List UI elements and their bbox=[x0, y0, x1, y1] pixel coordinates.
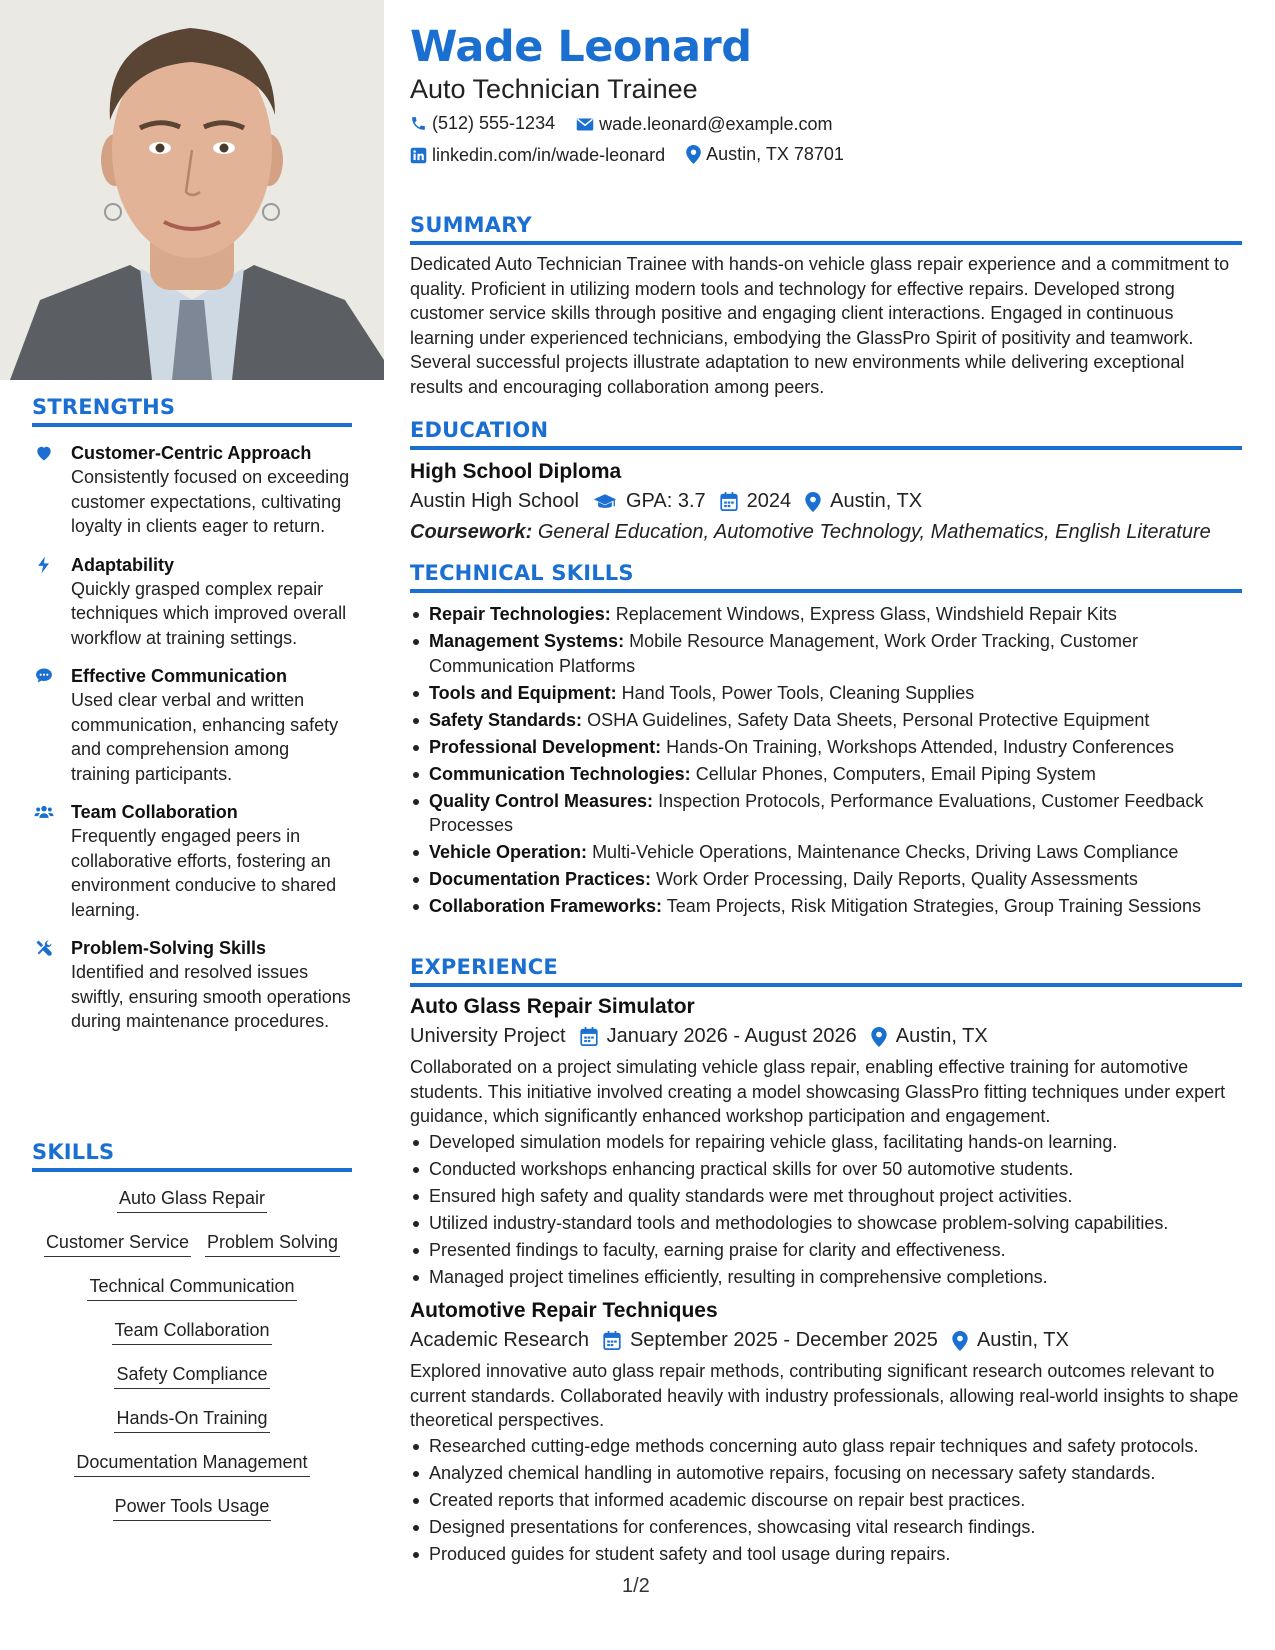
map-pin-icon bbox=[805, 492, 821, 512]
entry-meta bbox=[410, 1025, 1242, 1048]
experience-heading: EXPERIENCE bbox=[410, 955, 1242, 987]
entry-location: Austin, TX bbox=[976, 1329, 1069, 1351]
skill-tag: Customer Service bbox=[44, 1232, 191, 1257]
graduation-year: 2024 bbox=[746, 490, 792, 512]
summary-section bbox=[410, 213, 1242, 399]
skills-list bbox=[32, 1188, 352, 1540]
entry-meta bbox=[410, 1329, 1242, 1352]
list-item: Researched cutting-edge methods concerning auto glass repair techniques and safety protocols. bbox=[410, 1434, 1242, 1459]
strength-item bbox=[32, 936, 352, 1034]
strength-item bbox=[32, 800, 352, 922]
entry-description: Collaborated on a project simulating vehicle glass repair, enabling effective training for automotive students. This initiative involved creating a model showcasing GlassPro fitting techniques under expert guidance, which significantly enhanced workshop participation and engagement. bbox=[410, 1057, 1226, 1126]
list-item: Managed project timelines efficiently, resulting in comprehensive completions. bbox=[410, 1265, 1242, 1290]
strength-text: Consistently focused on exceeding customer expectations, cultivating loyalty in clients eager to return. bbox=[71, 467, 350, 536]
entry-title: Automotive Repair Techniques bbox=[410, 1299, 718, 1322]
education-meta bbox=[410, 490, 1242, 513]
calendar-icon bbox=[580, 1027, 598, 1046]
degree-title: High School Diploma bbox=[410, 460, 622, 483]
skills-heading: SKILLS bbox=[32, 1140, 352, 1172]
strength-title: Customer-Centric Approach bbox=[71, 443, 312, 463]
email-contact[interactable] bbox=[576, 114, 832, 135]
entry-dates: January 2026 - August 2026 bbox=[606, 1025, 857, 1047]
list-item: Conducted workshops enhancing practical skills for over 50 automotive students. bbox=[410, 1157, 1242, 1182]
coursework bbox=[410, 521, 1242, 544]
map-pin-icon bbox=[871, 1027, 887, 1047]
email-text[interactable]: wade.leonard@example.com bbox=[599, 114, 833, 134]
list-item: Collaboration Frameworks: Team Projects, Risk Mitigation Strategies, Group Training Sessions bbox=[410, 894, 1242, 919]
tools-icon bbox=[34, 938, 54, 958]
users-icon bbox=[34, 802, 54, 822]
list-item: Produced guides for student safety and tool usage during repairs. bbox=[410, 1542, 1242, 1567]
list-item: Safety Standards: OSHA Guidelines, Safety Data Sheets, Personal Protective Equipment bbox=[410, 708, 1242, 733]
entry-location: Austin, TX bbox=[895, 1025, 988, 1047]
entry-org: Academic Research bbox=[410, 1329, 589, 1351]
skill-tag: Auto Glass Repair bbox=[117, 1188, 267, 1213]
profile-photo bbox=[0, 0, 384, 380]
map-pin-icon bbox=[952, 1331, 968, 1351]
experience-entry bbox=[410, 995, 1242, 1289]
page-number: 1/2 bbox=[622, 1575, 650, 1597]
skill-tag: Power Tools Usage bbox=[113, 1496, 272, 1521]
strength-title: Problem-Solving Skills bbox=[71, 938, 267, 958]
linkedin-text[interactable]: linkedin.com/in/wade-leonard bbox=[432, 145, 666, 165]
list-item: Quality Control Measures: Inspection Protocols, Performance Evaluations, Customer Feedback Processes bbox=[410, 789, 1242, 838]
technical-skills-section bbox=[410, 561, 1242, 921]
skill-tag: Team Collaboration bbox=[112, 1320, 271, 1345]
coursework-list: General Education, Automotive Technology, Mathematics, English Literature bbox=[537, 521, 1211, 543]
candidate-name: Wade Leonard bbox=[410, 22, 752, 72]
list-item: Vehicle Operation: Multi-Vehicle Operations, Maintenance Checks, Driving Laws Compliance bbox=[410, 840, 1242, 865]
list-item: Management Systems: Mobile Resource Management, Work Order Tracking, Customer Communication Platforms bbox=[410, 629, 1242, 678]
list-item: Developed simulation models for repairing vehicle glass, facilitating hands-on learning. bbox=[410, 1130, 1242, 1155]
skill-tag: Technical Communication bbox=[87, 1276, 296, 1301]
location-text: Austin, TX 78701 bbox=[706, 144, 844, 164]
summary-heading: SUMMARY bbox=[410, 213, 1242, 245]
strengths-heading: STRENGTHS bbox=[32, 395, 352, 427]
strength-item bbox=[32, 664, 352, 786]
lightning-icon bbox=[34, 555, 54, 575]
candidate-role: Auto Technician Trainee bbox=[410, 74, 698, 104]
strength-text: Frequently engaged peers in collaborative efforts, fostering an environment conducive to shared learning. bbox=[71, 826, 337, 920]
list-item: Repair Technologies: Replacement Windows, Express Glass, Windshield Repair Kits bbox=[410, 602, 1242, 627]
skill-tag: Problem Solving bbox=[205, 1232, 340, 1257]
skill-tag: Hands-On Training bbox=[114, 1408, 269, 1433]
strength-text: Quickly grasped complex repair techniques which improved overall workflow at training settings. bbox=[71, 578, 347, 648]
strength-title: Effective Communication bbox=[71, 666, 288, 686]
entry-dates: September 2025 - December 2025 bbox=[629, 1329, 938, 1351]
list-item: Tools and Equipment: Hand Tools, Power Tools, Cleaning Supplies bbox=[410, 681, 1242, 706]
education-section bbox=[410, 418, 1242, 544]
strength-title: Adaptability bbox=[71, 554, 175, 575]
envelope-icon bbox=[576, 117, 594, 132]
coursework-label: Coursework: bbox=[410, 521, 533, 543]
experience-entry bbox=[410, 1299, 1242, 1566]
calendar-icon bbox=[720, 492, 738, 511]
location-contact bbox=[686, 144, 844, 165]
strength-item bbox=[32, 553, 352, 651]
technical-skills-heading: TECHNICAL SKILLS bbox=[410, 561, 1242, 593]
heart-icon bbox=[34, 443, 54, 463]
strength-item bbox=[32, 441, 352, 539]
phone-icon bbox=[410, 115, 427, 132]
contact-row-2 bbox=[410, 144, 860, 169]
list-item: Ensured high safety and quality standards were met throughout project activities. bbox=[410, 1184, 1242, 1209]
education-heading: EDUCATION bbox=[410, 418, 1242, 450]
entry-org: University Project bbox=[410, 1025, 566, 1047]
skills-section bbox=[32, 1140, 352, 1540]
list-item: Professional Development: Hands-On Training, Workshops Attended, Industry Conferences bbox=[410, 735, 1242, 760]
skill-tag: Safety Compliance bbox=[114, 1364, 269, 1389]
skill-tag: Documentation Management bbox=[74, 1452, 309, 1477]
list-item: Designed presentations for conferences, showcasing vital research findings. bbox=[410, 1515, 1242, 1540]
summary-text: Dedicated Auto Technician Trainee with hands-on vehicle glass repair experience and a commitment to quality. Proficient in utilizing modern tools and technology for effective repairs. Developed strong customer service skills through positive and engaging client interactions. Engaged in continuous learning under experienced technicians, embodying the GlassPro Spirit of positivity and teamwork. Several successful projects illustrate adaptation to new environments while delivering exceptional results and encouraging collaboration among peers. bbox=[410, 254, 1230, 397]
strength-title: Team Collaboration bbox=[71, 802, 238, 822]
sidebar bbox=[0, 0, 384, 1650]
entry-description: Explored innovative auto glass repair methods, contributing significant research outcomes relevant to current standards. Collaborated heavily with industry professionals, allowing real-world insights to shape theoretical perspectives. bbox=[410, 1361, 1239, 1430]
chat-icon bbox=[34, 666, 54, 686]
experience-section bbox=[410, 955, 1242, 1569]
list-item: Presented findings to faculty, earning praise for clarity and effectiveness. bbox=[410, 1238, 1242, 1263]
school-name: Austin High School bbox=[410, 490, 579, 512]
calendar-icon bbox=[603, 1331, 621, 1350]
list-item: Documentation Practices: Work Order Processing, Daily Reports, Quality Assessments bbox=[410, 867, 1242, 892]
contact-row bbox=[410, 113, 849, 137]
strength-text: Identified and resolved issues swiftly, ensuring smooth operations during maintenance procedures. bbox=[71, 962, 351, 1031]
entry-bullets bbox=[410, 1434, 1242, 1567]
strength-text: Used clear verbal and written communication, enhancing safety and comprehension among training participants. bbox=[71, 690, 339, 784]
graduation-cap-icon bbox=[593, 493, 617, 511]
list-item: Communication Technologies: Cellular Phones, Computers, Email Piping System bbox=[410, 762, 1242, 787]
entry-bullets bbox=[410, 1130, 1242, 1290]
list-item: Analyzed chemical handling in automotive repairs, focusing on necessary safety standards. bbox=[410, 1461, 1242, 1486]
gpa-text: GPA: 3.7 bbox=[625, 490, 706, 512]
school-location: Austin, TX bbox=[830, 490, 923, 512]
list-item: Utilized industry-standard tools and methodologies to showcase problem-solving capabilities. bbox=[410, 1211, 1242, 1236]
map-pin-icon bbox=[686, 145, 701, 164]
phone-text: (512) 555-1234 bbox=[432, 113, 556, 133]
list-item: Created reports that informed academic discourse on repair best practices. bbox=[410, 1488, 1242, 1513]
linkedin-contact[interactable] bbox=[410, 145, 665, 166]
linkedin-icon bbox=[410, 147, 427, 164]
strengths-section bbox=[32, 395, 352, 1034]
entry-title: Auto Glass Repair Simulator bbox=[410, 995, 695, 1018]
technical-skills-list bbox=[410, 602, 1242, 919]
phone-contact bbox=[410, 113, 555, 134]
